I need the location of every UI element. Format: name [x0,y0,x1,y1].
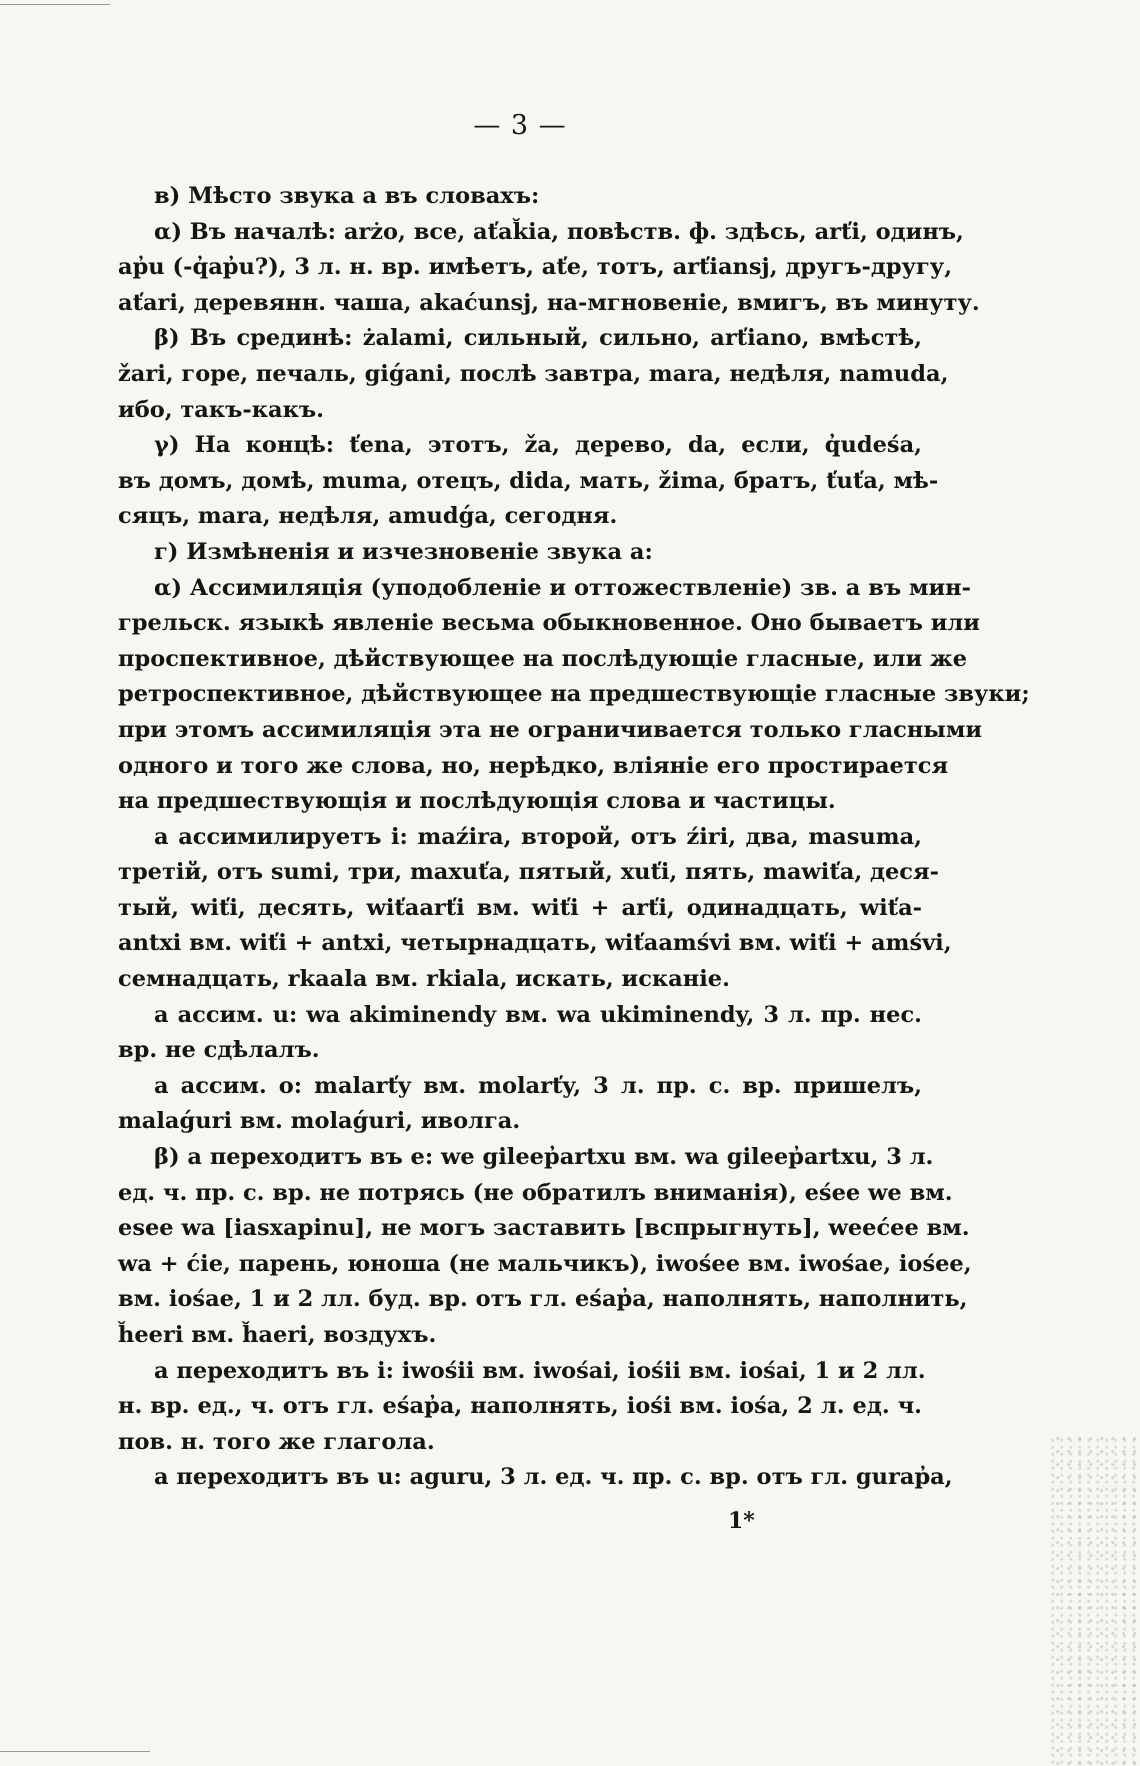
text-line: malaǵuri вм. molaǵuri, иволга. [118,1108,521,1135]
text-line: wa + ćie, парень, юноша (не мальчикъ), iwośee вм. iwośae, iośee, [118,1250,972,1277]
text-line: aťari, деревянн. чаша, akaćunsj, на-мгновеніе, вмигъ, въ минуту. [118,289,980,316]
text-line: г) Измѣненія и изчезновеніе звука a: [154,538,653,565]
text-line: antxi вм. wiťi + antxi, четырнадцать, wiťaamśvi вм. wiťi + amśvi, [118,930,952,957]
text-line: ибо, такъ-какъ. [118,396,324,423]
text-line: esee wa [iasxapinu], не могъ заставить [вспрыгнуть], weećee вм. [118,1215,970,1242]
book-page [118,110,1030,1496]
text-line: на предшествующія и послѣдующія слова и частицы. [118,788,836,815]
text-line: тый, wiťi, десять, wiťaarťi вм. wiťi + arťi, одинадцать, wiťa- [118,894,922,921]
text-line: γ) На концѣ: ťena, этотъ, ža, дерево, da, если, q̓udeśa, [154,432,922,459]
text-line: ретроспективное, дѣйствующее на предшествующіе гласные звуки; [118,681,1030,708]
text-line: α) Ассимиляція (уподобленіе и оттожествленіе) зв. a въ мин- [154,574,971,601]
text-line: в) Мѣсто звука a въ словахъ: [154,183,540,209]
text-line: žari, горе, печаль, giǵani, послѣ завтра, mara, недѣля, namuda, [118,360,949,387]
text-line: при этомъ ассимиляція эта не ограничивается только гласными [118,716,983,743]
text-line: a ассим. o: malarťy вм. molarťy, 3 л. пр. с. вр. пришелъ, [154,1072,922,1099]
text-line: β) Въ срединѣ: żalami, сильный, сильно, arťiano, вмѣстѣ, [154,325,922,352]
text-line: грельск. языкѣ явленіе весьма обыкновенное. Оно бываетъ или [118,610,980,637]
scan-edge-noise [1050,1436,1140,1766]
text-line: ap̓u (-q̓ap̓u?), 3 л. н. вр. имѣетъ, aťe, тотъ, arťiansj, другъ-другу, [118,254,953,281]
text-line: пов. н. того же глагола. [118,1428,435,1455]
text-line: сяцъ, mara, недѣля, amudǵa, сегодня. [118,503,618,530]
page-number: — 3 — [473,110,567,141]
text-line: ед. ч. пр. с. вр. не потрясь (не обратилъ вниманія), eśee we вм. [118,1179,953,1206]
text-line: семнадцать, rkaala вм. rkiala, искать, исканіе. [118,966,730,993]
text-line: проспективное, дѣйствующее на послѣдующіе гласные, или же [118,645,968,672]
text-line: одного и того же слова, но, нерѣдко, вліяніе его простирается [118,752,949,779]
text-line: a ассимилируетъ i: maźira, второй, отъ źiri, два, masuma, [154,823,922,850]
text-line: α) Въ началѣ: arżo, все, aťaǩia, повѣств. ф. здѣсь, arťi, одинъ, [154,218,964,245]
text-line: β) a переходитъ въ e: we gileep̓artxu вм. wa gileep̓artxu, 3 л. [154,1144,934,1171]
scan-edge-bottom [0,1751,150,1752]
text-line: вм. iośae, 1 и 2 лл. буд. вр. отъ гл. eśap̓a, наполнять, наполнить, [118,1286,968,1313]
text-line: въ домъ, домѣ, muma, отецъ, dida, мать, žima, братъ, ťuťa, мѣ- [118,467,939,494]
text-line: a ассим. u: wa akiminendy вм. wa ukiminendy, 3 л. пр. нес. [154,1001,922,1028]
text-line: н. вр. ед., ч. отъ гл. eśap̓a, наполнять, iośi вм. iośa, 2 л. ед. ч. [118,1393,922,1420]
scan-edge-top [0,4,110,5]
text-line: a переходитъ въ i: iwośii вм. iwośai, iośii вм. iośai, 1 и 2 лл. [154,1357,926,1384]
printer-signature: 1* [728,1508,755,1534]
text-line: вр. не сдѣлалъ. [118,1037,320,1064]
text-line: третій, отъ sumi, три, maxuťa, пятый, xuťi, пять, mawiťa, деся- [118,859,939,886]
text-line: a переходитъ въ u: aguru, 3 л. ед. ч. пр. с. вр. отъ гл. gurap̓a, [154,1464,953,1491]
text-line: ȟeeri вм. ȟaeri, воздухъ. [118,1322,437,1348]
